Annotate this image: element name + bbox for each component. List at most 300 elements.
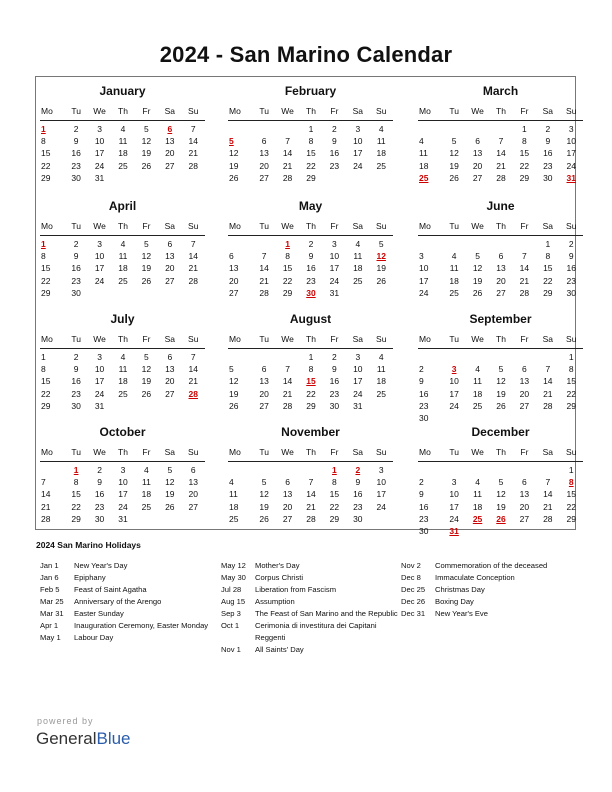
- weekday-label: Th: [118, 447, 128, 457]
- day-number: 16: [353, 489, 363, 500]
- holiday-day: 5: [229, 136, 234, 147]
- day-number: 27: [519, 513, 530, 524]
- day-number: 23: [543, 160, 553, 171]
- day-number: 12: [496, 489, 506, 500]
- day-number: 3: [419, 251, 424, 262]
- generalblue-logo[interactable]: [36, 729, 131, 749]
- day-number: 4: [419, 136, 424, 147]
- holiday-name: Inauguration Ceremony, Easter Monday: [74, 621, 209, 630]
- holiday-name: Cerimonia di investitura dei Capitani Reggenti: [255, 621, 377, 642]
- holiday-date: Aug 15: [221, 597, 246, 606]
- week-row: [418, 250, 583, 262]
- day-number: 2: [419, 477, 424, 488]
- week-row: [228, 488, 393, 500]
- day-number: 29: [41, 400, 51, 411]
- day-number: 12: [141, 251, 152, 262]
- holiday-item: [40, 584, 220, 596]
- day-number: 5: [451, 136, 457, 147]
- weekday-label: Sa: [542, 106, 554, 116]
- day-number: 28: [282, 400, 293, 411]
- holiday-day: 1: [285, 239, 290, 249]
- month-name: April: [108, 199, 137, 213]
- day-number: 27: [165, 388, 175, 399]
- empty-cell: [418, 351, 442, 363]
- day-number: 6: [285, 477, 290, 488]
- weekday-header: [418, 332, 583, 349]
- weekday-header: [40, 104, 205, 121]
- holiday-item: [221, 608, 401, 620]
- day-number: 12: [449, 148, 459, 159]
- holiday-item: [221, 572, 401, 584]
- day-number: 22: [543, 275, 553, 286]
- day-number: 16: [566, 263, 576, 274]
- weekday-label: Sa: [542, 221, 554, 231]
- weekday-label: Su: [188, 334, 199, 344]
- holiday-name: The Feast of San Marino and the Republic: [255, 609, 398, 618]
- day-number: 8: [545, 251, 551, 262]
- day-number: 23: [71, 388, 81, 399]
- day-number: 2: [73, 239, 79, 249]
- day-number: 6: [522, 364, 527, 375]
- weekday-label: We: [471, 106, 484, 116]
- day-number: 30: [94, 513, 105, 524]
- holiday-name: Epiphany: [74, 573, 106, 582]
- day-number: 9: [73, 136, 79, 147]
- week-row: [418, 238, 583, 250]
- day-number: 16: [329, 376, 340, 387]
- day-number: 18: [376, 376, 386, 387]
- day-number: 24: [94, 160, 105, 171]
- day-number: 18: [118, 263, 128, 274]
- day-number: 5: [378, 239, 384, 249]
- month-name: November: [281, 425, 340, 439]
- empty-cell: [182, 172, 205, 184]
- weekday-label: We: [93, 334, 106, 344]
- empty-cell: [466, 351, 489, 363]
- weekday-header: [40, 219, 205, 236]
- weekday-label: Su: [376, 106, 387, 116]
- day-number: 1: [522, 124, 527, 134]
- holiday-date: May 1: [40, 633, 61, 642]
- day-number: 4: [475, 364, 480, 375]
- day-number: 10: [353, 364, 363, 375]
- day-number: 14: [282, 148, 293, 159]
- day-number: 9: [332, 136, 337, 147]
- day-number: 8: [41, 136, 46, 147]
- day-number: 2: [97, 465, 102, 475]
- day-number: 27: [165, 275, 175, 286]
- day-number: 10: [329, 251, 340, 262]
- day-number: 8: [522, 136, 527, 147]
- week-row: [228, 513, 393, 525]
- empty-cell: [513, 351, 536, 363]
- holiday-name: All Saints' Day: [255, 645, 304, 654]
- empty-cell: [489, 238, 512, 250]
- day-number: 30: [543, 172, 553, 183]
- empty-cell: [536, 412, 559, 424]
- holiday-day: 26: [496, 513, 506, 524]
- day-number: 23: [71, 160, 81, 171]
- day-number: 19: [259, 501, 269, 512]
- day-number: 3: [97, 239, 102, 249]
- day-number: 6: [190, 465, 196, 475]
- day-number: 15: [306, 148, 316, 159]
- day-number: 21: [543, 501, 553, 512]
- day-number: 21: [41, 501, 51, 512]
- day-number: 10: [94, 364, 105, 375]
- day-number: 5: [498, 477, 504, 488]
- day-number: 3: [97, 352, 102, 362]
- empty-cell: [466, 525, 489, 537]
- weekday-label: Fr: [330, 221, 339, 231]
- day-number: 27: [519, 400, 530, 411]
- empty-cell: [489, 351, 512, 363]
- day-number: 10: [566, 136, 576, 147]
- day-grid: [228, 238, 393, 299]
- holiday-day: 31: [449, 525, 459, 536]
- day-number: 26: [141, 388, 152, 399]
- day-number: 7: [498, 136, 504, 147]
- weekday-label: We: [471, 334, 484, 344]
- weekday-label: Sa: [542, 334, 554, 344]
- day-number: 26: [496, 400, 506, 411]
- day-number: 19: [141, 148, 152, 159]
- week-row: [418, 262, 583, 274]
- day-number: 21: [188, 263, 198, 274]
- holiday-item: [401, 584, 581, 596]
- holiday-day: 12: [376, 251, 386, 262]
- day-number: 10: [94, 136, 105, 147]
- holiday-day: 6: [167, 124, 173, 134]
- weekday-label: Mo: [229, 106, 241, 116]
- day-number: 30: [329, 400, 340, 411]
- day-number: 20: [519, 501, 530, 512]
- day-number: 20: [282, 501, 293, 512]
- holiday-name: Liberation from Fascism: [255, 585, 337, 594]
- week-row: [40, 476, 205, 488]
- day-number: 17: [566, 148, 576, 159]
- holiday-day: 2: [355, 465, 361, 475]
- day-grid: [418, 351, 583, 424]
- holiday-day: 1: [41, 239, 46, 249]
- day-number: 12: [141, 364, 152, 375]
- day-number: 6: [522, 477, 527, 488]
- week-row: [228, 287, 393, 299]
- holiday-item: [401, 608, 581, 620]
- holiday-item: [40, 632, 220, 644]
- weekday-label: Fr: [330, 106, 339, 116]
- day-number: 19: [472, 275, 483, 286]
- day-number: 4: [144, 465, 149, 475]
- day-number: 24: [566, 160, 576, 171]
- day-number: 10: [419, 263, 429, 274]
- holiday-item: [401, 572, 581, 584]
- day-number: 23: [353, 501, 363, 512]
- day-number: 4: [355, 239, 361, 249]
- day-number: 1: [308, 352, 314, 362]
- day-number: 1: [308, 124, 314, 134]
- week-row: [40, 275, 205, 287]
- weekday-label: Th: [306, 334, 316, 344]
- holiday-item: [40, 572, 220, 584]
- week-row: [40, 250, 205, 262]
- day-number: 14: [496, 148, 506, 159]
- week-row: [418, 501, 583, 513]
- empty-cell: [513, 238, 536, 250]
- day-grid: [418, 123, 583, 184]
- empty-cell: [135, 287, 158, 299]
- day-number: 20: [496, 275, 506, 286]
- holiday-date: Mar 31: [40, 609, 64, 618]
- day-number: 7: [190, 124, 196, 134]
- day-number: 25: [118, 275, 128, 286]
- day-number: 28: [519, 287, 530, 298]
- holiday-day: 1: [73, 465, 79, 475]
- day-number: 26: [472, 287, 483, 298]
- day-number: 11: [118, 364, 128, 375]
- weekday-label: Su: [566, 334, 577, 344]
- day-number: 18: [141, 489, 152, 500]
- weekday-label: Sa: [352, 447, 364, 457]
- weekday-label: We: [93, 447, 106, 457]
- empty-cell: [346, 287, 369, 299]
- day-number: 15: [519, 148, 530, 159]
- day-number: 21: [543, 388, 553, 399]
- day-number: 22: [306, 160, 316, 171]
- day-number: 11: [473, 489, 482, 500]
- holiday-day: 1: [41, 124, 46, 134]
- day-number: 17: [449, 501, 459, 512]
- day-grid: [40, 123, 205, 184]
- day-number: 9: [419, 376, 424, 387]
- empty-cell: [442, 123, 465, 135]
- day-number: 22: [41, 388, 51, 399]
- day-number: 14: [282, 376, 293, 387]
- day-number: 18: [376, 148, 386, 159]
- empty-cell: [182, 287, 205, 299]
- week-row: [228, 363, 393, 375]
- holiday-name: Immaculate Conception: [435, 573, 515, 582]
- empty-cell: [182, 400, 205, 412]
- day-number: 13: [282, 489, 293, 500]
- day-number: 24: [329, 275, 340, 286]
- day-number: 27: [496, 287, 506, 298]
- day-number: 30: [419, 525, 429, 536]
- week-row: [40, 400, 205, 412]
- day-number: 21: [306, 501, 316, 512]
- holiday-day: 28: [188, 388, 198, 399]
- weekday-label: Sa: [164, 334, 176, 344]
- weekday-label: We: [281, 447, 294, 457]
- empty-cell: [228, 123, 252, 135]
- holiday-name: Labour Day: [74, 633, 114, 642]
- day-number: 22: [566, 388, 576, 399]
- weekday-label: Mo: [419, 334, 431, 344]
- day-number: 19: [229, 160, 239, 171]
- day-number: 24: [353, 388, 363, 399]
- day-number: 17: [329, 263, 340, 274]
- month-name: October: [99, 425, 146, 439]
- day-number: 8: [41, 364, 46, 375]
- empty-cell: [418, 123, 442, 135]
- day-number: 22: [329, 501, 340, 512]
- day-number: 24: [94, 388, 105, 399]
- day-number: 8: [308, 364, 314, 375]
- day-number: 13: [165, 136, 175, 147]
- weekday-label: Fr: [142, 334, 151, 344]
- day-number: 7: [308, 477, 314, 488]
- month-name: February: [284, 84, 337, 98]
- holiday-name: Easter Sunday: [74, 609, 124, 618]
- day-number: 1: [545, 239, 551, 249]
- week-row: [418, 123, 583, 135]
- day-number: 20: [519, 388, 530, 399]
- day-number: 31: [94, 400, 105, 411]
- day-number: 20: [229, 275, 239, 286]
- weekday-label: Sa: [164, 447, 176, 457]
- day-number: 6: [167, 239, 173, 249]
- empty-cell: [536, 525, 559, 537]
- day-number: 9: [73, 251, 79, 262]
- day-number: 19: [141, 263, 152, 274]
- day-number: 16: [543, 148, 553, 159]
- day-number: 30: [71, 172, 81, 183]
- weekday-label: Sa: [352, 334, 364, 344]
- weekday-label: Mo: [419, 106, 431, 116]
- day-number: 1: [568, 352, 574, 362]
- day-number: 6: [261, 136, 267, 147]
- empty-cell: [135, 513, 158, 525]
- weekday-label: We: [281, 334, 294, 344]
- day-number: 16: [306, 263, 316, 274]
- weekday-label: We: [281, 106, 294, 116]
- weekday-label: Sa: [352, 221, 364, 231]
- day-number: 27: [282, 513, 293, 524]
- weekday-label: We: [471, 447, 484, 457]
- day-number: 9: [97, 477, 102, 488]
- day-number: 1: [41, 352, 46, 362]
- day-number: 2: [332, 352, 337, 362]
- empty-cell: [135, 400, 158, 412]
- day-number: 19: [229, 388, 239, 399]
- empty-cell: [489, 123, 512, 135]
- weekday-label: Tu: [449, 447, 459, 457]
- day-number: 18: [118, 376, 128, 387]
- holiday-date: Dec 25: [401, 585, 426, 594]
- day-grid: [40, 351, 205, 412]
- weekday-header: [40, 332, 205, 349]
- weekday-label: Fr: [520, 106, 529, 116]
- holiday-item: [221, 584, 401, 596]
- day-number: 22: [282, 275, 293, 286]
- day-number: 14: [188, 364, 198, 375]
- empty-cell: [418, 238, 442, 250]
- weekday-label: Mo: [41, 106, 53, 116]
- day-number: 26: [259, 513, 269, 524]
- week-row: [228, 160, 393, 172]
- day-number: 14: [543, 376, 553, 387]
- week-row: [40, 123, 205, 135]
- day-number: 7: [190, 352, 196, 362]
- month-name: December: [471, 425, 530, 439]
- day-number: 14: [306, 489, 316, 500]
- day-number: 20: [188, 489, 198, 500]
- weekday-label: Sa: [352, 106, 364, 116]
- day-number: 4: [378, 124, 384, 134]
- day-number: 20: [165, 263, 175, 274]
- month-name: August: [289, 312, 332, 326]
- weekday-label: Fr: [520, 334, 529, 344]
- weekday-label: Mo: [229, 221, 241, 231]
- empty-cell: [276, 351, 299, 363]
- empty-cell: [442, 238, 465, 250]
- day-number: 27: [472, 172, 483, 183]
- day-number: 29: [566, 513, 576, 524]
- empty-cell: [88, 287, 111, 299]
- day-number: 31: [353, 400, 363, 411]
- week-row: [228, 123, 393, 135]
- day-number: 12: [141, 136, 152, 147]
- day-number: 15: [282, 263, 293, 274]
- holiday-date: May 12: [221, 561, 246, 570]
- day-number: 30: [353, 513, 363, 524]
- day-number: 7: [545, 477, 551, 488]
- weekday-label: Tu: [259, 334, 269, 344]
- day-number: 15: [566, 489, 576, 500]
- day-number: 18: [472, 388, 483, 399]
- day-number: 2: [308, 239, 314, 249]
- week-row: [418, 275, 583, 287]
- weekday-label: Tu: [449, 221, 459, 231]
- day-number: 7: [285, 364, 290, 375]
- month-name: June: [486, 199, 515, 213]
- week-row: [418, 351, 583, 363]
- week-row: [228, 250, 393, 262]
- empty-cell: [489, 525, 512, 537]
- day-number: 18: [229, 501, 239, 512]
- holiday-day: 1: [332, 465, 337, 475]
- day-number: 14: [188, 251, 198, 262]
- day-number: 20: [259, 388, 269, 399]
- empty-cell: [513, 464, 536, 476]
- day-number: 25: [118, 160, 128, 171]
- week-row: [418, 147, 583, 159]
- holiday-item: [40, 608, 220, 620]
- day-number: 4: [120, 239, 126, 249]
- weekday-label: Tu: [259, 447, 269, 457]
- day-number: 8: [332, 477, 337, 488]
- week-row: [228, 275, 393, 287]
- weekday-header: [228, 445, 393, 462]
- holiday-date: Nov 2: [401, 561, 421, 570]
- day-number: 28: [306, 513, 316, 524]
- day-number: 3: [120, 465, 126, 475]
- day-number: 5: [167, 465, 173, 475]
- day-number: 28: [41, 513, 51, 524]
- holiday-name: New Year's Day: [74, 561, 128, 570]
- day-number: 27: [229, 287, 239, 298]
- day-number: 15: [41, 148, 51, 159]
- day-number: 5: [144, 352, 149, 362]
- day-number: 25: [376, 160, 386, 171]
- empty-cell: [442, 351, 465, 363]
- day-number: 27: [259, 172, 269, 183]
- day-number: 17: [353, 376, 363, 387]
- day-number: 23: [419, 513, 429, 524]
- week-row: [40, 287, 205, 299]
- day-number: 24: [118, 501, 128, 512]
- empty-cell: [442, 412, 465, 424]
